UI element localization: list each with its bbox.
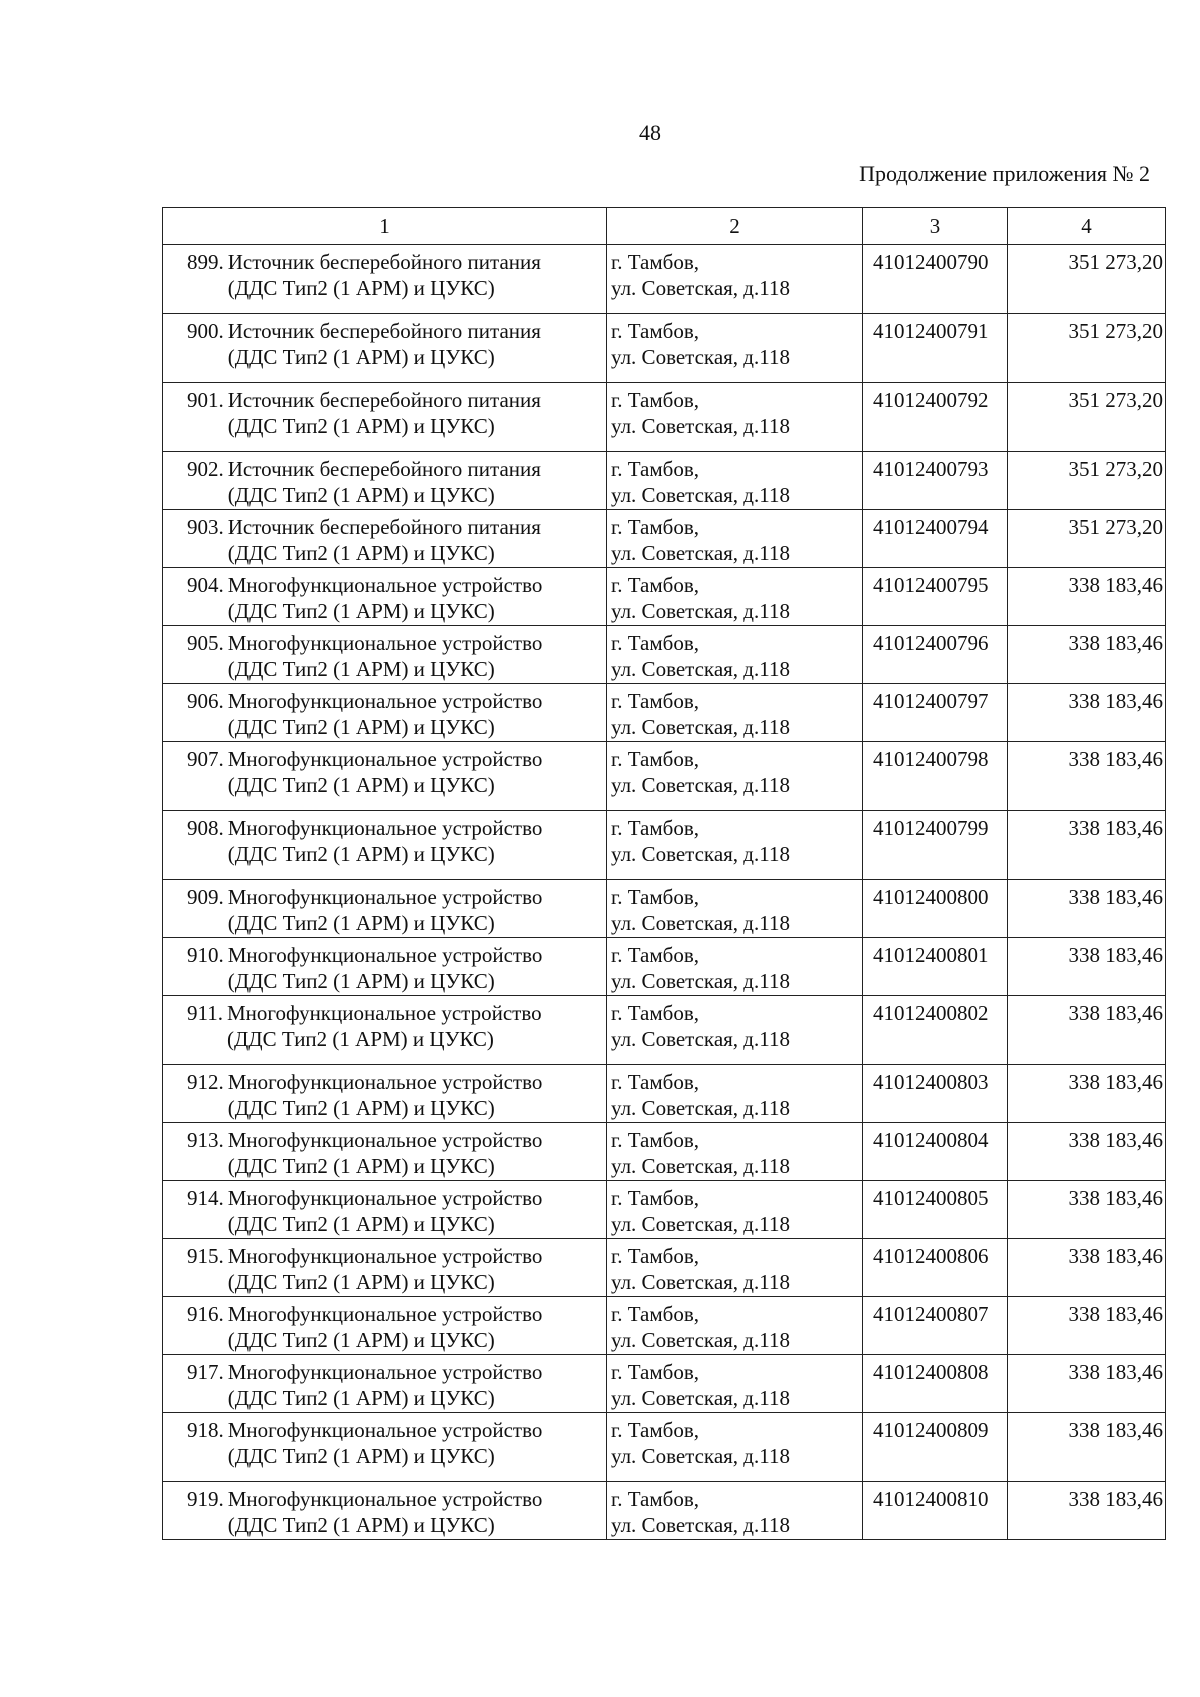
column-header-1: 1: [163, 208, 607, 245]
inventory-number: 41012400802: [873, 1001, 989, 1025]
cost-cell: [1008, 1482, 1166, 1540]
name-cell: [163, 880, 607, 938]
address-city: г. Тамбов,: [611, 1128, 700, 1152]
address-city: г. Тамбов,: [611, 1244, 700, 1268]
address-street: ул. Советская, д.118: [611, 1154, 790, 1178]
cost-cell: [1008, 1181, 1166, 1239]
cost-cell: [1008, 1355, 1166, 1413]
item-number: 903.: [187, 515, 224, 539]
address-street: ул. Советская, д.118: [611, 599, 790, 623]
inventory-number-cell: [863, 684, 1008, 742]
column-header-3: 3: [863, 208, 1008, 245]
address-street: ул. Советская, д.118: [611, 1096, 790, 1120]
cost-value: 338 183,46: [1068, 816, 1163, 840]
inventory-number-cell: [863, 1297, 1008, 1355]
address-street: ул. Советская, д.118: [611, 969, 790, 993]
item-name: Многофункциональное устройство: [227, 573, 543, 597]
name-cell: [163, 742, 607, 811]
table-row: [163, 742, 1166, 811]
table-row: [163, 1355, 1166, 1413]
item-name: Многофункциональное устройство: [226, 1001, 542, 1025]
item-name-detail: (ДДС Тип2 (1 АРМ) и ЦУКС): [227, 541, 495, 565]
table-row: [163, 1413, 1166, 1482]
item-name: Многофункциональное устройство: [227, 943, 543, 967]
address-cell: [607, 996, 863, 1065]
page-number: 48: [639, 120, 661, 145]
address-city: г. Тамбов,: [611, 250, 700, 274]
appendix-continuation-note: Продолжение приложения № 2: [859, 161, 1150, 186]
cost-value: 351 273,20: [1068, 319, 1163, 343]
inventory-number: 41012400799: [873, 816, 989, 840]
inventory-number-cell: [863, 811, 1008, 880]
item-number: 915.: [187, 1244, 224, 1268]
item-name-detail: (ДДС Тип2 (1 АРМ) и ЦУКС): [227, 773, 495, 797]
name-cell: [163, 1239, 607, 1297]
item-name-detail: (ДДС Тип2 (1 АРМ) и ЦУКС): [227, 276, 495, 300]
address-city: г. Тамбов,: [611, 816, 700, 840]
item-name-detail: (ДДС Тип2 (1 АРМ) и ЦУКС): [227, 483, 495, 507]
table-row: [163, 383, 1166, 452]
cost-cell: [1008, 880, 1166, 938]
item-number: 906.: [187, 689, 224, 713]
item-name-detail: (ДДС Тип2 (1 АРМ) и ЦУКС): [227, 1096, 495, 1120]
address-cell: [607, 1297, 863, 1355]
item-name-detail: (ДДС Тип2 (1 АРМ) и ЦУКС): [227, 1513, 495, 1537]
address-city: г. Тамбов,: [611, 457, 700, 481]
item-number: 916.: [187, 1302, 224, 1326]
table-row: [163, 314, 1166, 383]
cost-value: 338 183,46: [1068, 1001, 1163, 1025]
inventory-number-cell: [863, 626, 1008, 684]
item-name-detail: (ДДС Тип2 (1 АРМ) и ЦУКС): [227, 911, 495, 935]
item-name: Многофункциональное устройство: [227, 1244, 543, 1268]
cost-cell: [1008, 1413, 1166, 1482]
column-header-4: 4: [1008, 208, 1166, 245]
cost-value: 338 183,46: [1068, 1360, 1163, 1384]
inventory-number-cell: [863, 383, 1008, 452]
item-number: 904.: [187, 573, 224, 597]
table-row: [163, 996, 1166, 1065]
cost-value: 338 183,46: [1068, 631, 1163, 655]
address-city: г. Тамбов,: [611, 943, 700, 967]
inventory-number-cell: [863, 510, 1008, 568]
item-name: Многофункциональное устройство: [227, 747, 543, 771]
inventory-number: 41012400796: [873, 631, 989, 655]
cost-cell: [1008, 510, 1166, 568]
cost-value: 351 273,20: [1068, 457, 1163, 481]
address-cell: [607, 314, 863, 383]
item-name: Источник бесперебойного питания: [227, 250, 541, 274]
inventory-number-cell: [863, 1239, 1008, 1297]
address-street: ул. Советская, д.118: [611, 1027, 790, 1051]
name-cell: [163, 568, 607, 626]
cost-value: 338 183,46: [1068, 1128, 1163, 1152]
cost-cell: [1008, 684, 1166, 742]
address-street: ул. Советская, д.118: [611, 1212, 790, 1236]
table-row: [163, 510, 1166, 568]
inventory-number: 41012400808: [873, 1360, 989, 1384]
cost-cell: [1008, 811, 1166, 880]
table-row: [163, 1065, 1166, 1123]
address-street: ул. Советская, д.118: [611, 657, 790, 681]
item-name-detail: (ДДС Тип2 (1 АРМ) и ЦУКС): [227, 715, 495, 739]
name-cell: [163, 938, 607, 996]
cost-value: 338 183,46: [1068, 1302, 1163, 1326]
name-cell: [163, 452, 607, 510]
item-name: Многофункциональное устройство: [227, 816, 543, 840]
address-city: г. Тамбов,: [611, 631, 700, 655]
cost-cell: [1008, 1239, 1166, 1297]
cost-value: 338 183,46: [1068, 1070, 1163, 1094]
item-name-detail: (ДДС Тип2 (1 АРМ) и ЦУКС): [227, 1212, 495, 1236]
table-row: [163, 1297, 1166, 1355]
inventory-number-cell: [863, 452, 1008, 510]
address-street: ул. Советская, д.118: [611, 1270, 790, 1294]
item-name: Многофункциональное устройство: [227, 1360, 543, 1384]
item-name-detail: (ДДС Тип2 (1 АРМ) и ЦУКС): [227, 1386, 495, 1410]
item-number: 905.: [187, 631, 224, 655]
table-row: [163, 245, 1166, 314]
table-row: [163, 1239, 1166, 1297]
inventory-number-cell: [863, 880, 1008, 938]
address-city: г. Тамбов,: [611, 1001, 700, 1025]
cost-value: 338 183,46: [1068, 1244, 1163, 1268]
name-cell: [163, 1181, 607, 1239]
name-cell: [163, 314, 607, 383]
address-street: ул. Советская, д.118: [611, 483, 790, 507]
name-cell: [163, 383, 607, 452]
assets-table: [162, 207, 1166, 1540]
address-city: г. Тамбов,: [611, 885, 700, 909]
table-body: [163, 245, 1166, 1540]
item-number: 902.: [187, 457, 224, 481]
name-cell: [163, 1297, 607, 1355]
address-street: ул. Советская, д.118: [611, 345, 790, 369]
table-header-row: [163, 208, 1166, 245]
address-street: ул. Советская, д.118: [611, 911, 790, 935]
item-name: Источник бесперебойного питания: [227, 388, 541, 412]
inventory-number-cell: [863, 742, 1008, 811]
item-number: 913.: [187, 1128, 224, 1152]
address-cell: [607, 742, 863, 811]
cost-cell: [1008, 245, 1166, 314]
cost-cell: [1008, 1123, 1166, 1181]
item-number: 911.: [187, 1001, 223, 1025]
name-cell: [163, 1413, 607, 1482]
address-city: г. Тамбов,: [611, 1070, 700, 1094]
item-number: 914.: [187, 1186, 224, 1210]
item-number: 908.: [187, 816, 224, 840]
address-cell: [607, 811, 863, 880]
address-cell: [607, 938, 863, 996]
cost-cell: [1008, 626, 1166, 684]
item-name: Источник бесперебойного питания: [227, 319, 541, 343]
inventory-number: 41012400795: [873, 573, 989, 597]
inventory-number: 41012400810: [873, 1487, 989, 1511]
cost-value: 338 183,46: [1068, 1186, 1163, 1210]
name-cell: [163, 684, 607, 742]
item-name: Источник бесперебойного питания: [227, 457, 541, 481]
cost-cell: [1008, 314, 1166, 383]
address-city: г. Тамбов,: [611, 319, 700, 343]
inventory-number-cell: [863, 1482, 1008, 1540]
cost-cell: [1008, 1065, 1166, 1123]
name-cell: [163, 245, 607, 314]
item-name-detail: (ДДС Тип2 (1 АРМ) и ЦУКС): [227, 1154, 495, 1178]
item-name-detail: (ДДС Тип2 (1 АРМ) и ЦУКС): [227, 345, 495, 369]
cost-cell: [1008, 1297, 1166, 1355]
cost-cell: [1008, 938, 1166, 996]
table-row: [163, 1181, 1166, 1239]
address-street: ул. Советская, д.118: [611, 414, 790, 438]
cost-value: 338 183,46: [1068, 885, 1163, 909]
inventory-number-cell: [863, 1413, 1008, 1482]
inventory-number: 41012400790: [873, 250, 989, 274]
item-name: Многофункциональное устройство: [227, 1487, 543, 1511]
inventory-number: 41012400792: [873, 388, 989, 412]
address-street: ул. Советская, д.118: [611, 1386, 790, 1410]
address-cell: [607, 1123, 863, 1181]
table-row: [163, 880, 1166, 938]
item-name-detail: (ДДС Тип2 (1 АРМ) и ЦУКС): [226, 1027, 494, 1051]
address-cell: [607, 568, 863, 626]
column-header-2: 2: [607, 208, 863, 245]
inventory-number: 41012400807: [873, 1302, 989, 1326]
inventory-number-cell: [863, 938, 1008, 996]
address-cell: [607, 1355, 863, 1413]
address-cell: [607, 510, 863, 568]
address-city: г. Тамбов,: [611, 1186, 700, 1210]
cost-value: 338 183,46: [1068, 689, 1163, 713]
address-street: ул. Советская, д.118: [611, 1513, 790, 1537]
address-cell: [607, 880, 863, 938]
inventory-number: 41012400809: [873, 1418, 989, 1442]
cost-value: 351 273,20: [1068, 388, 1163, 412]
inventory-number-cell: [863, 1181, 1008, 1239]
address-city: г. Тамбов,: [611, 515, 700, 539]
name-cell: [163, 811, 607, 880]
inventory-number: 41012400793: [873, 457, 989, 481]
inventory-number: 41012400806: [873, 1244, 989, 1268]
item-number: 907.: [187, 747, 224, 771]
table-row: [163, 568, 1166, 626]
inventory-number-cell: [863, 1065, 1008, 1123]
item-name: Многофункциональное устройство: [227, 1070, 543, 1094]
item-number: 910.: [187, 943, 224, 967]
address-cell: [607, 452, 863, 510]
address-city: г. Тамбов,: [611, 747, 700, 771]
name-cell: [163, 1482, 607, 1540]
item-number: 899.: [187, 250, 224, 274]
name-cell: [163, 1065, 607, 1123]
cost-value: 338 183,46: [1068, 1418, 1163, 1442]
address-street: ул. Советская, д.118: [611, 541, 790, 565]
address-street: ул. Советская, д.118: [611, 715, 790, 739]
inventory-number-cell: [863, 568, 1008, 626]
inventory-number: 41012400798: [873, 747, 989, 771]
address-cell: [607, 383, 863, 452]
address-street: ул. Советская, д.118: [611, 842, 790, 866]
item-name: Многофункциональное устройство: [227, 1186, 543, 1210]
address-street: ул. Советская, д.118: [611, 276, 790, 300]
item-name-detail: (ДДС Тип2 (1 АРМ) и ЦУКС): [227, 1444, 495, 1468]
item-name: Источник бесперебойного питания: [227, 515, 541, 539]
item-name-detail: (ДДС Тип2 (1 АРМ) и ЦУКС): [227, 969, 495, 993]
cost-cell: [1008, 996, 1166, 1065]
item-name-detail: (ДДС Тип2 (1 АРМ) и ЦУКС): [227, 414, 495, 438]
cost-value: 338 183,46: [1068, 573, 1163, 597]
item-number: 901.: [187, 388, 224, 412]
inventory-number: 41012400797: [873, 689, 989, 713]
inventory-number-cell: [863, 996, 1008, 1065]
name-cell: [163, 1355, 607, 1413]
item-name: Многофункциональное устройство: [227, 1128, 543, 1152]
address-cell: [607, 1181, 863, 1239]
item-number: 912.: [187, 1070, 224, 1094]
inventory-number-cell: [863, 314, 1008, 383]
item-name-detail: (ДДС Тип2 (1 АРМ) и ЦУКС): [227, 657, 495, 681]
address-city: г. Тамбов,: [611, 1487, 700, 1511]
address-city: г. Тамбов,: [611, 1418, 700, 1442]
address-cell: [607, 1239, 863, 1297]
cost-value: 338 183,46: [1068, 1487, 1163, 1511]
inventory-number: 41012400804: [873, 1128, 989, 1152]
address-cell: [607, 1413, 863, 1482]
item-name-detail: (ДДС Тип2 (1 АРМ) и ЦУКС): [227, 1270, 495, 1294]
cost-cell: [1008, 383, 1166, 452]
item-name: Многофункциональное устройство: [227, 885, 543, 909]
name-cell: [163, 1123, 607, 1181]
table-row: [163, 452, 1166, 510]
item-number: 919.: [187, 1487, 224, 1511]
item-number: 917.: [187, 1360, 224, 1384]
address-city: г. Тамбов,: [611, 1360, 700, 1384]
table-row: [163, 1482, 1166, 1540]
table-row: [163, 938, 1166, 996]
address-street: ул. Советская, д.118: [611, 1328, 790, 1352]
cost-value: 351 273,20: [1068, 515, 1163, 539]
address-city: г. Тамбов,: [611, 689, 700, 713]
item-number: 918.: [187, 1418, 224, 1442]
inventory-number: 41012400805: [873, 1186, 989, 1210]
item-name: Многофункциональное устройство: [227, 1302, 543, 1326]
cost-cell: [1008, 452, 1166, 510]
inventory-number: 41012400791: [873, 319, 989, 343]
address-cell: [607, 626, 863, 684]
address-street: ул. Советская, д.118: [611, 1444, 790, 1468]
address-cell: [607, 1065, 863, 1123]
item-number: 900.: [187, 319, 224, 343]
cost-cell: [1008, 742, 1166, 811]
table-row: [163, 626, 1166, 684]
cost-value: 338 183,46: [1068, 747, 1163, 771]
address-cell: [607, 1482, 863, 1540]
table-row: [163, 1123, 1166, 1181]
cost-value: 338 183,46: [1068, 943, 1163, 967]
address-street: ул. Советская, д.118: [611, 773, 790, 797]
address-cell: [607, 245, 863, 314]
name-cell: [163, 996, 607, 1065]
item-name-detail: (ДДС Тип2 (1 АРМ) и ЦУКС): [227, 599, 495, 623]
address-cell: [607, 684, 863, 742]
table-row: [163, 684, 1166, 742]
item-name: Многофункциональное устройство: [227, 631, 543, 655]
item-name-detail: (ДДС Тип2 (1 АРМ) и ЦУКС): [227, 842, 495, 866]
address-city: г. Тамбов,: [611, 388, 700, 412]
item-number: 909.: [187, 885, 224, 909]
inventory-number: 41012400800: [873, 885, 989, 909]
inventory-number: 41012400803: [873, 1070, 989, 1094]
cost-cell: [1008, 568, 1166, 626]
inventory-number: 41012400801: [873, 943, 989, 967]
item-name: Многофункциональное устройство: [227, 689, 543, 713]
name-cell: [163, 510, 607, 568]
inventory-number: 41012400794: [873, 515, 989, 539]
cost-value: 351 273,20: [1068, 250, 1163, 274]
name-cell: [163, 626, 607, 684]
item-name-detail: (ДДС Тип2 (1 АРМ) и ЦУКС): [227, 1328, 495, 1352]
item-name: Многофункциональное устройство: [227, 1418, 543, 1442]
inventory-number-cell: [863, 245, 1008, 314]
inventory-number-cell: [863, 1123, 1008, 1181]
table-row: [163, 811, 1166, 880]
address-city: г. Тамбов,: [611, 1302, 700, 1326]
address-city: г. Тамбов,: [611, 573, 700, 597]
inventory-number-cell: [863, 1355, 1008, 1413]
